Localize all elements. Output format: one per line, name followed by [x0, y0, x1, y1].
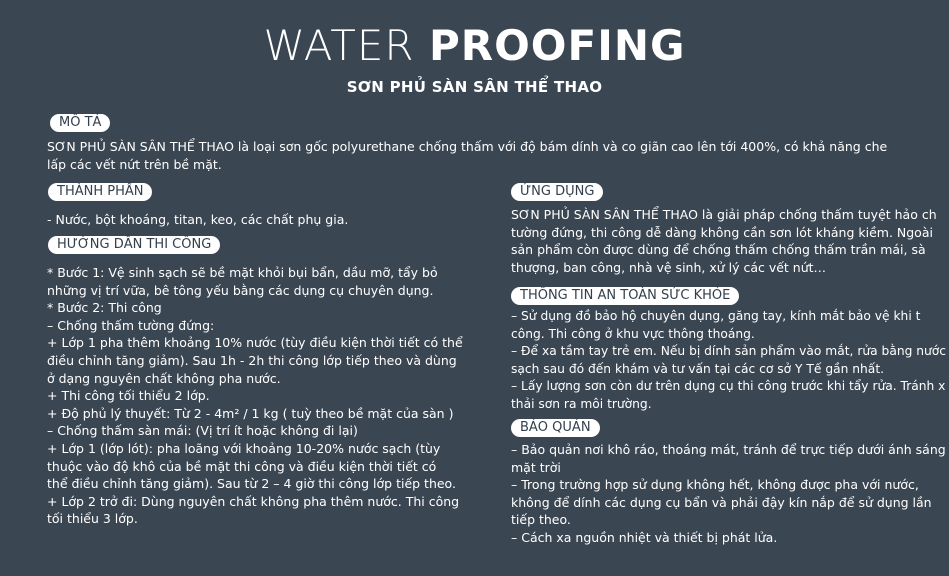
section-heading-ung-dung: ỨNG DỤNG [511, 183, 603, 201]
text-line: mặt trời [511, 459, 561, 475]
text-line: thể điều chỉnh tăng giảm). Sau từ 2 – 4 giờ thi công lớp tiếp theo. [47, 476, 456, 492]
text-line: – Để xa tầm tay trẻ em. Nếu bị dính sản phẩm vào mắt, rửa bằng nước [511, 344, 947, 359]
page-title [0, 20, 949, 72]
text-line: ở dạng nguyên chất không pha nước. [47, 370, 281, 386]
text-line: – Trong trường hợp sử dụng không hết, không được pha với nước, [511, 477, 919, 493]
text-line: không để dính các dụng cụ bẩn và phải đậy kín nắp để sử dụng lần [511, 494, 932, 510]
section-body-bao-quan [511, 441, 946, 547]
text-line: sản phẩm còn được dùng để chống thấm chống thấm trần mái, sà [511, 242, 926, 258]
text-line: sạch sau đó đến khám và tư vấn tại các cơ sở Y Tế gần nhất. [511, 361, 885, 376]
section-body-huong-dan [47, 264, 463, 528]
text-line: – Lấy lượng sơn còn dư trên dụng cụ thi công trước khi tẩy rửa. Tránh x [511, 379, 946, 394]
text-line: – Chống thấm sàn mái: (Vị trí ít hoặc không đi lại) [47, 423, 358, 439]
page-subtitle: SƠN PHỦ SÀN SÂN THỂ THAO [346, 78, 603, 96]
text-line: tối thiểu 3 lớp. [47, 511, 138, 527]
section-body-ung-dung [511, 206, 937, 276]
text-line: – Sử dụng đồ bảo hộ chuyên dụng, găng tay, kính mắt bảo vệ khi t [511, 309, 921, 323]
text-line: SƠN PHỦ SÀN SÂN THỂ THAO là loại sơn gốc polyurethane chống thấm với độ bám dính và co giãn cao lên tới 400%, có khả năng che [47, 139, 888, 154]
text-line: lấp các vết nứt trên bề mặt. [47, 156, 222, 172]
title-bold: PROOFING [428, 21, 686, 70]
section-body-an-toan [511, 308, 946, 414]
text-line: công. Thi công ở khu vực thông thoáng. [511, 326, 755, 341]
section-heading-thanh-phan: THÀNH PHẦN [48, 183, 152, 201]
section-heading-bao-quan: BẢO QUẢN [511, 419, 600, 437]
text-line: + Thi công tối thiểu 2 lớp. [47, 388, 210, 404]
text-line: thải sơn ra môi trường. [511, 396, 652, 411]
section-heading-an-toan: THÔNG TIN AN TOÀN SỨC KHỎE [511, 287, 739, 305]
title-light: WATER [263, 21, 415, 70]
section-body-thanh-phan [47, 211, 348, 229]
text-line: – Bảo quản nơi khô ráo, thoáng mát, tránh để trực tiếp dưới ánh sáng [511, 442, 946, 457]
section-heading-huong-dan: HƯỚNG DẪN THI CÔNG [48, 236, 220, 254]
section-heading-mo-ta: MÔ TẢ [50, 114, 110, 132]
text-line: – Chống thấm tường đứng: [47, 317, 215, 333]
text-line: những vị trí vữa, bê tông yếu bằng các dụng cụ chuyên dụng. [47, 282, 434, 298]
text-line: thượng, ban công, nhà vệ sinh, xử lý các vết nứt… [511, 259, 827, 275]
text-line: * Bước 2: Thi công [47, 300, 162, 316]
text-line: - Nước, bột khoáng, titan, keo, các chất phụ gia. [47, 212, 349, 227]
text-line: điều chỉnh tăng giảm). Sau 1h - 2h thi công lớp tiếp theo và dùng [47, 352, 457, 368]
section-body-mo-ta [47, 138, 887, 173]
text-line: + Lớp 1 (lớp lót): pha loãng với khoảng 10-20% nước sạch (tùy [47, 440, 441, 456]
text-line: + Lớp 2 trở đi: Dùng nguyên chất không pha thêm nước. Thi công [47, 493, 460, 509]
text-line: – Cách xa nguồn nhiệt và thiết bị phát lửa. [511, 529, 778, 545]
text-line: tiếp theo. [511, 512, 571, 528]
text-line: thuộc vào độ khô của bề mặt thi công và điều kiện thời tiết có [47, 458, 437, 474]
text-line: SƠN PHỦ SÀN SÂN THỂ THAO là giải pháp chống thấm tuyệt hảo ch [511, 207, 937, 222]
text-line: + Lớp 1 pha thêm khoảng 10% nước (tùy điều kiện thời tiết có thể [47, 335, 463, 351]
text-line: + Độ phủ lý thuyết: Từ 2 - 4m² / 1 kg ( tuỳ theo bề mặt của sàn ) [47, 405, 454, 421]
text-line: * Bước 1: Vệ sinh sạch sẽ bề mặt khỏi bụi bẩn, dầu mỡ, tẩy bỏ [47, 265, 438, 280]
text-line: tường đứng, thi công dễ dàng không cần sơn lót kháng kiềm. Ngoài [511, 224, 933, 240]
